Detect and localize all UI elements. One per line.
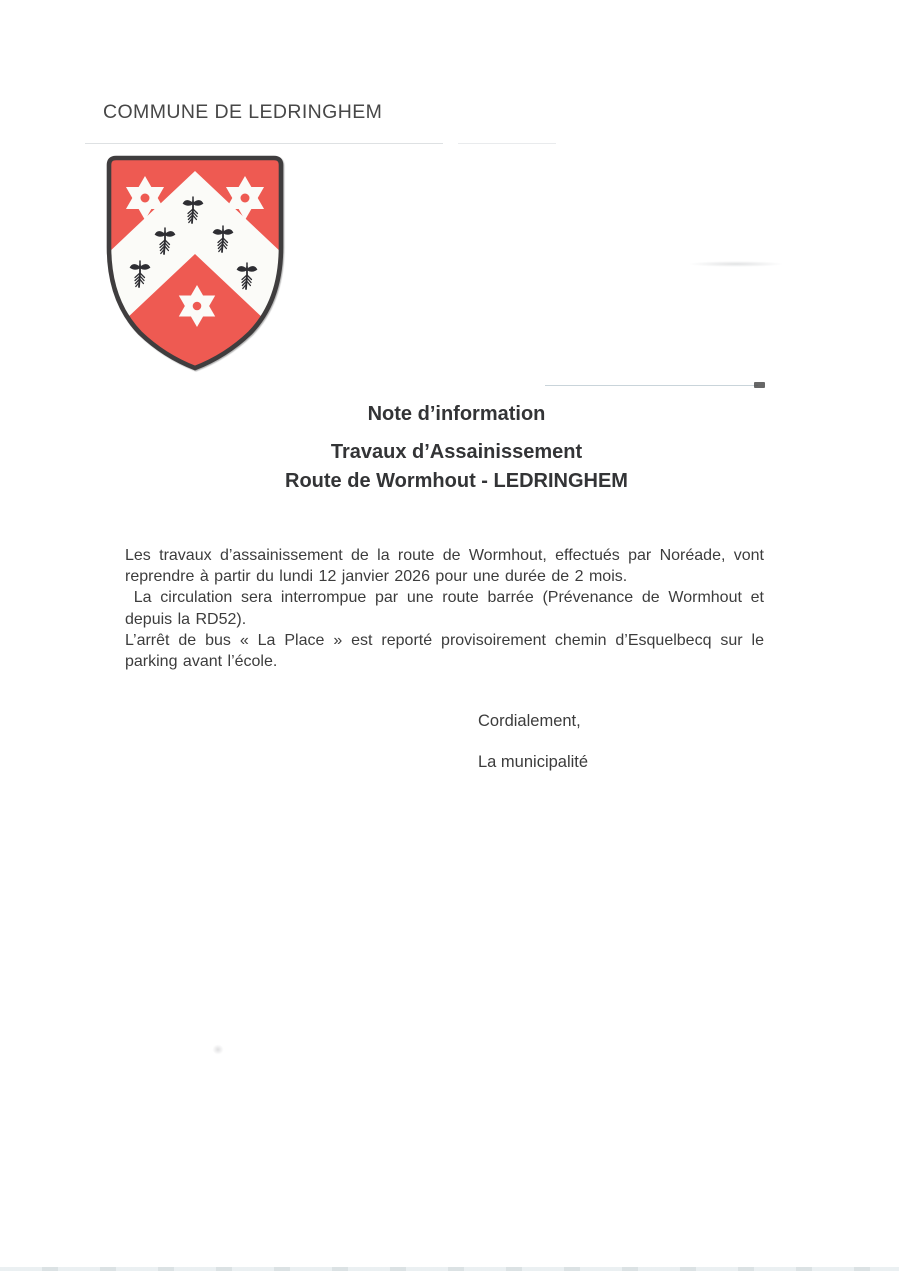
scan-artifact-smudge <box>688 261 784 267</box>
scan-artifact-line <box>85 143 443 144</box>
scan-artifact-bottom-edge <box>0 1267 899 1271</box>
note-title: Note d’information <box>367 403 546 425</box>
scan-artifact-line <box>545 385 758 386</box>
body-paragraph-3: L’arrêt de bus « La Place » est reporté provisoirement chemin d’Esquelbecq sur le parking avant l’école. <box>125 631 764 671</box>
coat-of-arms-icon <box>100 151 290 375</box>
scan-artifact-speck <box>212 1044 224 1055</box>
body-text <box>125 545 764 672</box>
closing-salutation: Cordialement, <box>478 712 581 730</box>
title-block <box>14 403 899 492</box>
scan-artifact-line <box>458 143 556 144</box>
body-paragraph-2: La circulation sera interrompue par une route barrée (Prévenance de Wormhout et depuis la RD52). <box>125 589 764 628</box>
closing-signature: La municipalité <box>478 753 589 771</box>
scan-artifact-mark <box>754 382 765 388</box>
subtitle-travaux: Travaux d’Assainissement <box>330 441 583 463</box>
commune-header: COMMUNE DE LEDRINGHEM <box>103 101 383 123</box>
body-paragraph-1: Les travaux d’assainissement de la route de Wormhout, effectués par Noréade, vont reprendre à partir du lundi 12 janvier 2026 pour une durée de 2 mois. <box>125 547 764 586</box>
subtitle-route: Route de Wormhout - LEDRINGHEM <box>285 470 628 492</box>
